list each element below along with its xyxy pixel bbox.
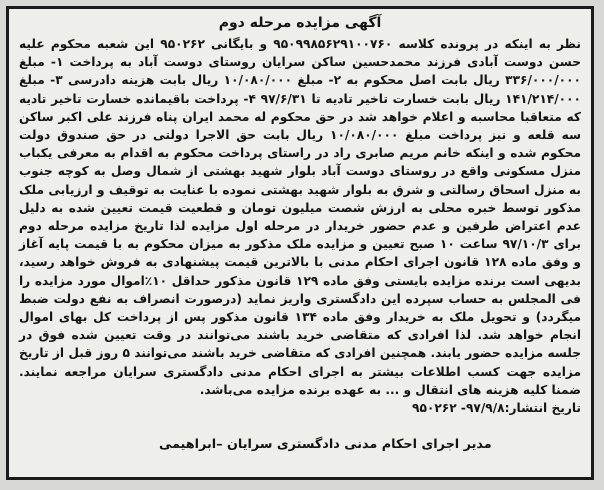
signature-line: مدیر اجرای احکام مدنی دادگستری سرایان –ابراهیمی [159,437,492,452]
notice-title: آگهی مزایده مرحله دوم [218,15,382,31]
newspaper-notice [6,6,594,480]
notice-body: نظر به اینکه در پرونده کلاسه ۹۵۰۹۹۸۵۶۲۹۱۰۰۷۶۰ و بایگانی ۹۵۰۲۶۲ این شعبه محکوم علیه حسن دوست آبادی فرزند محمدحسین ساکن سرایان روستای دوست آباد به پرداخت ۱- مبلغ ۳۳۶/۰۰۰/۰۰۰ ریال بابت اصل محکوم به ۲- مبلغ ۱۰/۰۸۰/۰۰۰ ریال بابت هزینه دادرسی ۳- مبلغ ۱۴۱/۲۱۴/۰۰۰ ریال بابت خسارت تاخیر تادیه تا ۹۷/۶/۳۱ ۴- پرداخت باقیمانده خسارت تاخیر تادیه که متعاقبا محاسبه و اعلام خواهد شد در حق محکوم له محمد ایران پناه فرزند علی اکبر ساکن سه قلعه و نیز پرداخت مبلغ ۱۰/۰۸۰/۰۰۰ ریال بابت حق الاجرا دولتی در حق صندوق دولت محکوم شده و اینکه خانم مریم صابری راد در راستای پرداخت محکوم به اقدام به معرفی یکباب منزل مسکونی واقع در روستای دوست آباد بلوار شهید بهشتی از شمال وصل به کوچه جنوب به منزل اسحاق رسالتی و شرق به بلوار شهید بهشتی نموده با عنایت به توقیف و ارزیابی ملک مذکور توسط خبره محلی به ارزش شصت میلیون تومان و قطعیت قیمت تعیین شده به دلیل عدم اعتراض طرفین و عدم حضور خریدار در مرحله اول مزایده لذا تاریخ مزایده مرحله دوم برای ۹۷/۱۰/۳ ساعت ۱۰ صبح تعیین و مزایده ملک مذکور به میزان محکوم به با قیمت پایه آغاز و وفق ماده ۱۲۸ قانون اجرای احکام مدنی با بالاترین قیمت پیشنهادی به فروش خواهد رسید، بدیهی است برنده مزایده بایستی وفق ماده ۱۲۹ قانون مذکور حداقل ۱۰٪اموال مورد مزایده را فی المجلس به حساب سپرده این دادگستری واریز نماید (درصورت انصراف به نفع دولت ضبط میگردد) و تحویل ملک به خریدار وفق ماده ۱۳۴ قانون مذکور پس از پرداخت کل بهای اموال انجام خواهد شد. لذا افرادی که متقاضی خرید باشند می‌توانند در وقت تعیین شده فوق در جلسه مزایده حضور یابند. همچنین افرادی که متقاضی خرید باشند می‌توانند ۵ روز قبل از تاریخ مزایده جهت کسب اطلاعات بیشتر به اجرای احکام مدنی دادگستری سرایان مراجعه نمایند. ضمنا کلیه هزینه های انتقال و ... به عهده برنده مزایده می‌باشد. [19,37,582,397]
publish-date: تاریخ انتشار:۹۷/۹/۸- ۹۵۰۲۶۲ [412,401,581,416]
